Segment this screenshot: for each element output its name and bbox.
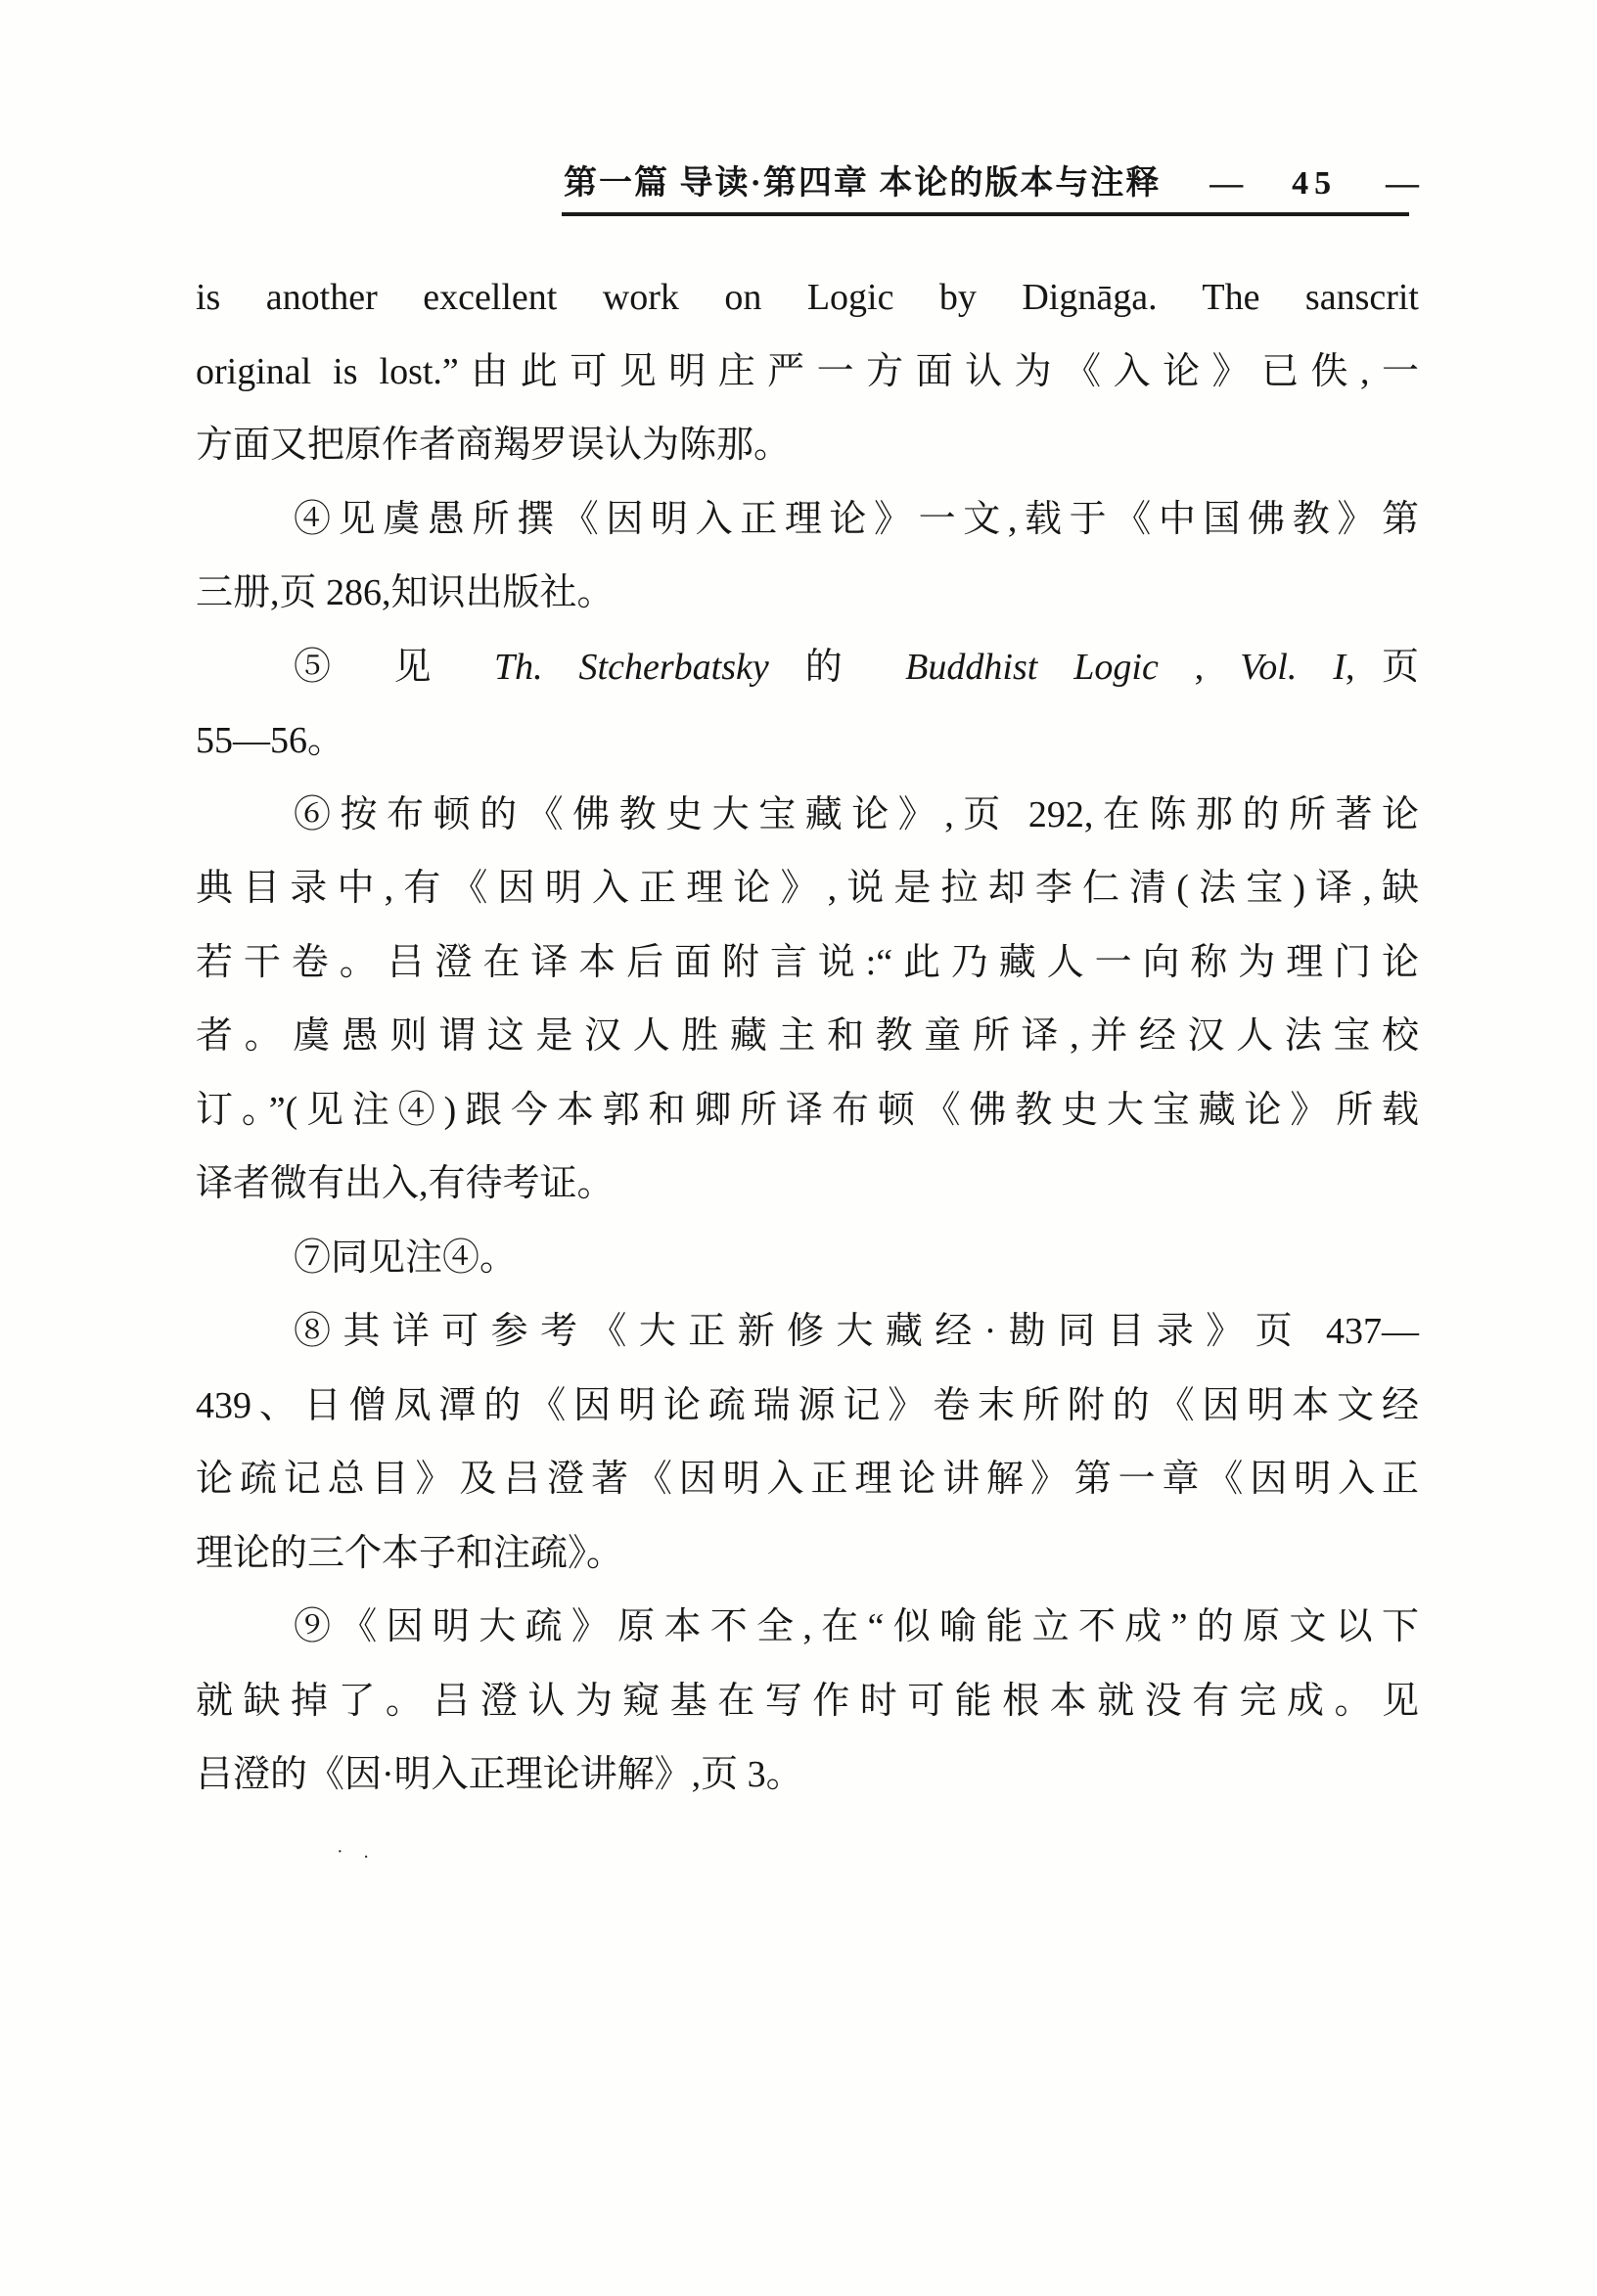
- text-line-11: 者。虞愚则谓这是汉人胜藏主和教童所译,并经汉人法宝校: [196, 1015, 1419, 1057]
- note5-mid: 的: [768, 646, 906, 688]
- text-line-06-note5: [196, 631, 1419, 705]
- header-dash-left: —: [1209, 165, 1244, 202]
- notes-text-block: [196, 261, 1419, 1813]
- text-line-19-note9: ⑨《因明大疏》原本不全,在“似喻能立不成”的原文以下: [294, 1606, 1419, 1647]
- text-line-05: 三册,页 286,知识出版社。: [196, 572, 615, 613]
- text-line-21: 吕澄的《因·明入正理论讲解》,页 3。: [196, 1754, 803, 1795]
- text-line-10: 若干卷。吕澄在译本后面附言说:“此乃藏人一向称为理门论: [196, 941, 1419, 983]
- note5-book-title-italic: Buddhist Logic: [905, 646, 1159, 688]
- text-line-08-note6: ⑥按布顿的《佛教史大宝藏论》,页 292,在陈那的所著论: [294, 793, 1419, 835]
- header-rule-divider: [562, 212, 1409, 216]
- header-dash-right: —: [1385, 165, 1419, 202]
- text-line-13: 译者微有出入,有待考证。: [196, 1163, 615, 1204]
- text-line-20: 就缺掉了。吕澄认为窥基在写作时可能根本就没有完成。见: [196, 1680, 1419, 1722]
- text-line-04-note4: ④见虞愚所撰《因明入正理论》一文,载于《中国佛教》第: [294, 498, 1419, 540]
- text-line-12: 订。”(见注④)跟今本郭和卿所译布顿《佛教史大宝藏论》所载: [196, 1089, 1419, 1131]
- text-line-14-note7: ⑦同见注④。: [294, 1237, 518, 1279]
- text-line-09: 典目录中,有《因明入正理论》,说是拉却李仁清(法宝)译,缺: [196, 868, 1419, 909]
- text-line-16: 439、日僧凤潭的《因明论疏瑞源记》卷末所附的《因明本文经: [196, 1384, 1419, 1426]
- running-header: [564, 162, 1419, 205]
- text-line-03: 方面又把原作者商羯罗误认为陈那。: [196, 425, 792, 466]
- text-line-01: is another excellent work on Logic by Dignāga. The sanscrit: [196, 277, 1419, 318]
- text-line-02: original is lost.”由此可见明庄严一方面认为《入论》已佚,一: [196, 350, 1419, 392]
- text-line-07: 55—56。: [196, 720, 345, 761]
- note5-volume-italic: Vol. I: [1240, 646, 1346, 688]
- text-line-17: 论疏记总目》及吕澄著《因明入正理论讲解》第一章《因明入正: [196, 1459, 1419, 1500]
- text-line-18: 理论的三个本子和注疏》。: [196, 1532, 624, 1574]
- note5-prefix: ⑤ 见: [294, 646, 494, 688]
- header-title: 第一篇 导读·第四章 本论的版本与注释: [564, 165, 1162, 202]
- text-line-15-note8: ⑧其详可参考《大正新修大藏经·勘同目录》页 437—: [294, 1311, 1419, 1352]
- note5-author-italic: Th. Stcherbatsky: [493, 646, 769, 688]
- note5-suffix: ,页: [1346, 646, 1419, 688]
- note5-separator: ,: [1158, 646, 1241, 688]
- scan-artifact-dots: · .: [337, 1841, 377, 1863]
- page-number: 45: [1292, 165, 1338, 202]
